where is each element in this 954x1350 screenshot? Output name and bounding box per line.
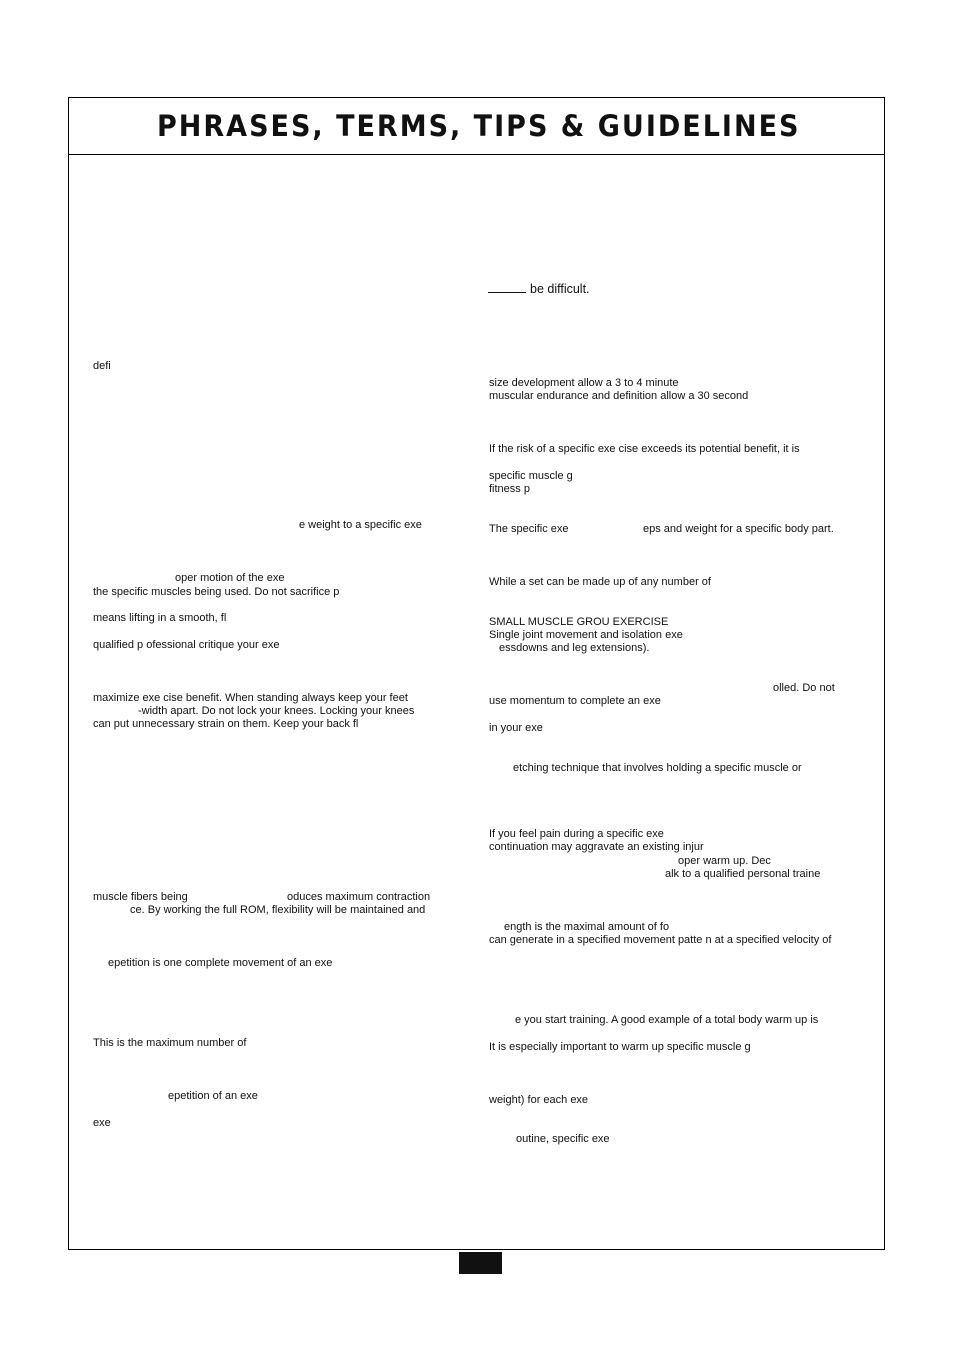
- left-text-12: epetition is one complete movement of an exe: [108, 957, 333, 969]
- right-text-18: oper warm up. Dec: [678, 855, 771, 867]
- right-text-2: muscular endurance and definition allow a 30 second: [489, 390, 749, 402]
- left-text-6: maximize exe cise benefit. When standing always keep your feet: [93, 692, 408, 704]
- left-text-10: oduces maximum contraction: [287, 891, 431, 903]
- right-text-9: SMALL MUSCLE GROU EXERCISE: [489, 616, 669, 628]
- left-text-7: -width apart. Do not lock your knees. Locking your knees: [138, 705, 415, 717]
- right-text-6: The specific exe: [489, 523, 569, 535]
- left-text-1: e weight to a specific exe: [299, 519, 422, 531]
- left-text-0: defi: [93, 360, 111, 372]
- right-text-5: fitness p: [489, 483, 530, 495]
- right-text-3: If the risk of a specific exe cise exceeds its potential benefit, it is: [489, 443, 800, 455]
- right-text-19: alk to a qualified personal traine: [665, 868, 821, 880]
- right-text-22: e you start training. A good example of a total body warm up is: [515, 1014, 819, 1026]
- left-text-5: qualified p ofessional critique your exe: [93, 639, 280, 651]
- left-text-8: can put unnecessary strain on them. Keep your back fl: [93, 718, 359, 730]
- left-text-9: muscle fibers being: [93, 891, 188, 903]
- right-text-16: If you feel pain during a specific exe: [489, 828, 664, 840]
- right-text-7: eps and weight for a specific body part.: [643, 523, 834, 535]
- right-text-8: While a set can be made up of any number of: [489, 576, 711, 588]
- left-text-4: means lifting in a smooth, fl: [93, 612, 227, 624]
- right-text-17: continuation may aggravate an existing injur: [489, 841, 704, 853]
- page-title: PHRASES, TERMS, TIPS & GUIDELINES: [157, 110, 801, 144]
- left-text-2: oper motion of the exe: [175, 572, 285, 584]
- right-text-15: etching technique that involves holding a specific muscle or: [513, 762, 802, 774]
- page-number-box: [459, 1252, 502, 1274]
- right-text-4: specific muscle g: [489, 470, 573, 482]
- right-text-14: in your exe: [489, 722, 543, 734]
- left-text-15: exe: [93, 1117, 111, 1129]
- right-text-11: essdowns and leg extensions).: [499, 642, 650, 654]
- right-text-20: ength is the maximal amount of fo: [504, 921, 670, 933]
- right-text-25: outine, specific exe: [516, 1133, 610, 1145]
- right-text-21: can generate in a specified movement patte n at a specified velocity of: [489, 934, 832, 946]
- left-text-11: ce. By working the full ROM, flexibility will be maintained and: [130, 904, 426, 916]
- page-frame: [68, 97, 885, 1250]
- right-text-1: size development allow a 3 to 4 minute: [489, 377, 679, 389]
- right-text-10: Single joint movement and isolation exe: [489, 629, 683, 641]
- left-text-3: the specific muscles being used. Do not sacrifice p: [93, 586, 340, 598]
- right-text-12: olled. Do not: [773, 682, 835, 694]
- right-text-24: weight) for each exe: [489, 1094, 589, 1106]
- header-bar: [69, 98, 884, 155]
- blank-line: [488, 282, 526, 293]
- left-text-14: epetition of an exe: [168, 1090, 258, 1102]
- right-text-23: It is especially important to warm up specific muscle g: [489, 1041, 751, 1053]
- right-text-13: use momentum to complete an exe: [489, 695, 661, 707]
- left-text-13: This is the maximum number of: [93, 1037, 247, 1049]
- right-text-0: be difficult.: [488, 282, 590, 296]
